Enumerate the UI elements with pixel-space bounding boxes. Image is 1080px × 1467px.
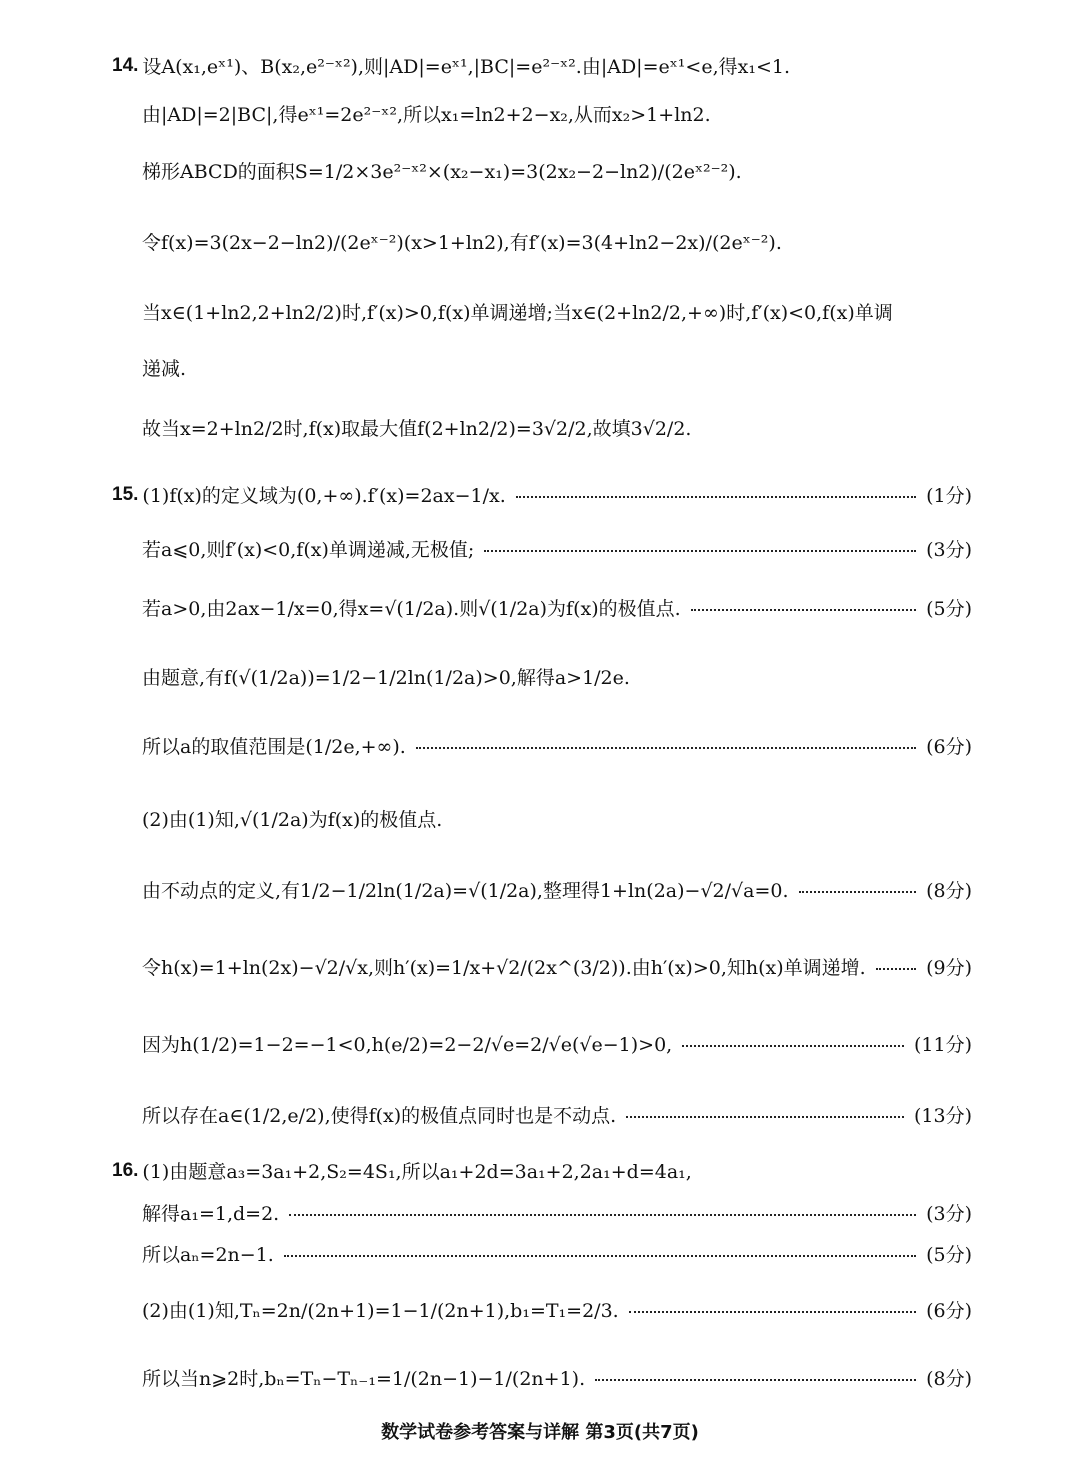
- q15-text: (1)f(x)的定义域为(0,+∞).f′(x)=2ax−1/x.: [142, 485, 506, 507]
- q16-text: (1)由题意a₃=3a₁+2,S₂=4S₁,所以a₁+2d=3a₁+2,2a₁+d=4a₁,: [142, 1161, 692, 1183]
- q14-text: 令f(x)=3(2x−2−ln2)/(2eˣ⁻²)(x>1+ln2),有f′(x)=3(4+ln2−2x)/(2eˣ⁻²).: [142, 232, 782, 254]
- q15-text: 所以存在a∈(1/2,e/2),使得f(x)的极值点同时也是不动点.: [142, 1105, 617, 1127]
- question-number: 14.: [112, 54, 139, 76]
- q15-text: 因为h(1/2)=1−2=−1<0,h(e/2)=2−2/√e=2/√e(√e−1)>0,: [142, 1034, 673, 1056]
- q16-line-1: [112, 1157, 972, 1184]
- dot-leader: [595, 1379, 916, 1381]
- dot-leader: [484, 550, 916, 552]
- q15-line-7: [142, 876, 972, 903]
- dot-leader: [799, 891, 917, 893]
- score-label: (5分): [926, 1244, 972, 1266]
- q16-line-4: [142, 1296, 972, 1323]
- dot-leader: [682, 1045, 904, 1047]
- q15-text: 由题意,有f(√(1/2a))=1/2−1/2ln(1/2a)>0,解得a>1/2e.: [142, 667, 630, 689]
- q16-text: 所以当n⩾2时,bₙ=Tₙ−Tₙ₋₁=1/(2n−1)−1/(2n+1).: [142, 1368, 586, 1390]
- dot-leader: [876, 968, 916, 970]
- q16-line-3: [142, 1240, 972, 1267]
- q16-text: 所以aₙ=2n−1.: [142, 1244, 274, 1266]
- score-label: (13分): [913, 1105, 972, 1127]
- q16-text: (2)由(1)知,Tₙ=2n/(2n+1)=1−1/(2n+1),b₁=T₁=2/3.: [142, 1300, 619, 1322]
- q15-line-1: [112, 481, 972, 508]
- q14-text: 当x∈(1+ln2,2+ln2/2)时,f′(x)>0,f(x)单调递增;当x∈(2+ln2/2,+∞)时,f′(x)<0,f(x)单调: [142, 302, 893, 324]
- q14-line-7: [142, 414, 972, 441]
- q14-text: 故当x=2+ln2/2时,f(x)取最大值f(2+ln2/2)=3√2/2,故填3√2/2.: [142, 418, 692, 440]
- q14-line-3: [142, 157, 972, 184]
- dot-leader: [416, 747, 916, 749]
- question-number: 15.: [112, 483, 139, 505]
- score-label: (6分): [926, 1300, 972, 1322]
- q14-text: 梯形ABCD的面积S=1/2×3e²⁻ˣ²×(x₂−x₁)=3(2x₂−2−ln2)/(2eˣ²⁻²).: [142, 161, 742, 183]
- q14-line-4: [142, 228, 972, 255]
- q15-line-4: [142, 663, 972, 690]
- q15-text: 若a⩽0,则f′(x)<0,f(x)单调递减,无极值;: [142, 539, 475, 561]
- q15-line-6: [142, 805, 972, 832]
- q16-line-2: [142, 1199, 972, 1226]
- dot-leader: [626, 1116, 904, 1118]
- dot-leader: [629, 1311, 916, 1313]
- score-label: (9分): [926, 957, 972, 979]
- q15-text: (2)由(1)知,√(1/2a)为f(x)的极值点.: [142, 809, 443, 831]
- q14-line-2: [142, 100, 972, 127]
- q15-line-9: [142, 1030, 972, 1057]
- dot-leader: [516, 496, 916, 498]
- dot-leader: [284, 1255, 916, 1257]
- score-label: (8分): [926, 880, 972, 902]
- q14-line-1: [112, 52, 972, 79]
- score-label: (5分): [926, 598, 972, 620]
- q14-line-5: [142, 298, 972, 325]
- question-number: 16.: [112, 1159, 139, 1181]
- q14-text: 由|AD|=2|BC|,得eˣ¹=2e²⁻ˣ²,所以x₁=ln2+2−x₂,从而x₂>1+ln2.: [142, 104, 711, 126]
- score-label: (8分): [926, 1368, 972, 1390]
- dot-leader: [289, 1214, 916, 1216]
- q14-line-6: [142, 354, 972, 381]
- q16-line-5: [142, 1364, 972, 1391]
- q15-line-5: [142, 732, 972, 759]
- score-label: (3分): [926, 539, 972, 561]
- q15-line-3: [142, 594, 972, 621]
- q15-line-8: [142, 953, 972, 980]
- q15-text: 所以a的取值范围是(1/2e,+∞).: [142, 736, 406, 758]
- score-label: (6分): [926, 736, 972, 758]
- q15-text: 若a>0,由2ax−1/x=0,得x=√(1/2a).则√(1/2a)为f(x)的极值点.: [142, 598, 681, 620]
- dot-leader: [691, 609, 916, 611]
- q14-text: 设A(x₁,eˣ¹)、B(x₂,e²⁻ˣ²),则|AD|=eˣ¹,|BC|=e²⁻ˣ².由|AD|=eˣ¹<e,得x₁<1.: [142, 56, 790, 78]
- score-label: (1分): [926, 485, 972, 507]
- score-label: (11分): [913, 1034, 972, 1056]
- q15-text: 由不动点的定义,有1/2−1/2ln(1/2a)=√(1/2a),整理得1+ln(2a)−√2/√a=0.: [142, 880, 789, 902]
- page-footer: 数学试卷参考答案与详解 第3页(共7页): [381, 1422, 699, 1443]
- q15-line-2: [142, 535, 972, 562]
- q14-text: 递减.: [142, 358, 187, 380]
- q16-text: 解得a₁=1,d=2.: [142, 1203, 280, 1225]
- q15-text: 令h(x)=1+ln(2x)−√2/√x,则h′(x)=1/x+√2/(2x^(3/2)).由h′(x)>0,知h(x)单调递增.: [142, 957, 866, 979]
- score-label: (3分): [926, 1203, 972, 1225]
- q15-line-10: [142, 1101, 972, 1128]
